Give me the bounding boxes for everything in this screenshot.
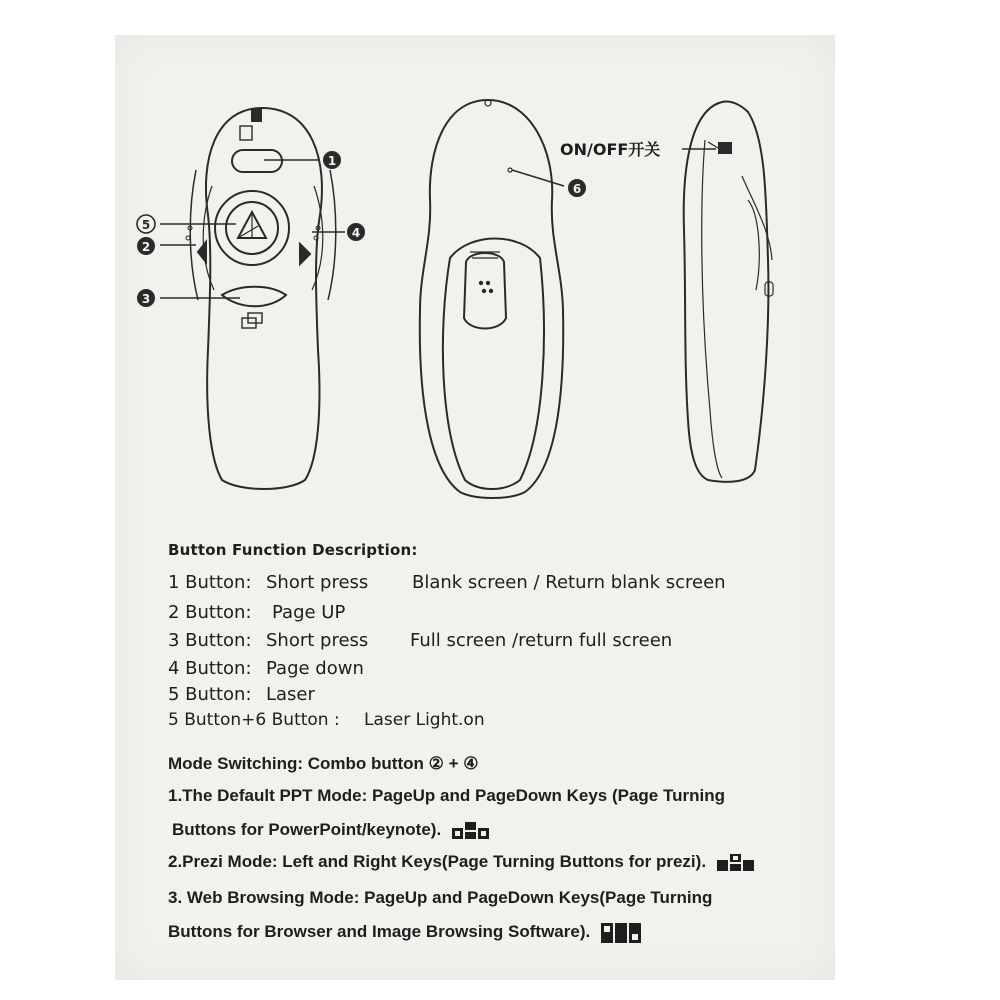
svg-text:1: 1 <box>327 154 337 168</box>
button-row-4 <box>168 658 364 679</box>
button-label: 3 Button: <box>168 630 252 651</box>
mode-3-text: Buttons for Browser and Image Browsing Software). <box>168 922 591 941</box>
callout-5 <box>137 215 155 233</box>
callout-2 <box>137 237 155 255</box>
section-title: Button Function Description: <box>168 541 418 559</box>
button-action: Short press <box>266 630 369 651</box>
callout-1 <box>323 151 341 169</box>
button-label: 2 Button: <box>168 602 252 623</box>
mode-3-line-2 <box>168 922 641 943</box>
button-row-5 <box>168 684 315 705</box>
arrow-keys-icon <box>717 854 755 872</box>
svg-text:4: 4 <box>351 226 361 240</box>
mode-switching-title: Mode Switching: Combo button ② + ④ <box>168 754 479 773</box>
button-label: 5 Button: <box>168 684 252 705</box>
button-action: Laser <box>266 684 315 705</box>
button-label: 4 Button: <box>168 658 252 679</box>
button-row-3 <box>168 630 672 651</box>
onoff-label: ON/OFF开关 <box>560 140 661 159</box>
button-3-shape <box>222 287 286 307</box>
mode-1-line-2 <box>172 820 490 840</box>
callout-3 <box>137 289 155 307</box>
button-action: Page UP <box>272 602 346 623</box>
svg-text:6: 6 <box>572 182 582 196</box>
button-action: Short press <box>266 572 369 593</box>
button-1-shape <box>232 150 282 172</box>
svg-text:5: 5 <box>141 218 151 232</box>
back-view-outline <box>420 100 563 498</box>
button-row-2 <box>168 602 345 623</box>
button-action: Laser Light.on <box>364 710 485 730</box>
button-action: Page down <box>266 658 364 679</box>
callout-6 <box>568 179 586 197</box>
callout-4 <box>347 223 365 241</box>
key-combo-icon <box>452 822 490 840</box>
page-keys-icon <box>601 923 641 943</box>
button-label: 1 Button: <box>168 572 252 593</box>
button-result: Blank screen / Return blank screen <box>412 572 726 593</box>
mode-3-line-1: 3. Web Browsing Mode: PageUp and PageDown Keys(Page Turning <box>168 888 713 907</box>
mode-2-text: 2.Prezi Mode: Left and Right Keys(Page Turning Buttons for prezi). <box>168 852 707 871</box>
mode-2-line <box>168 852 755 872</box>
button-result: Full screen /return full screen <box>410 630 673 651</box>
battery-cover <box>443 239 544 490</box>
button-4-shape <box>300 244 310 264</box>
side-view-outline <box>684 101 769 481</box>
button-2-shape <box>198 242 206 262</box>
button-label: 5 Button+6 Button : <box>168 710 340 730</box>
button-row-6 <box>168 710 485 730</box>
mode-1-text: Buttons for PowerPoint/keynote). <box>172 820 442 839</box>
svg-text:3: 3 <box>141 292 151 306</box>
button-row-1 <box>168 572 726 593</box>
mode-1-line-1: 1.The Default PPT Mode: PageUp and PageDown Keys (Page Turning <box>168 786 725 805</box>
svg-text:2: 2 <box>141 240 151 254</box>
